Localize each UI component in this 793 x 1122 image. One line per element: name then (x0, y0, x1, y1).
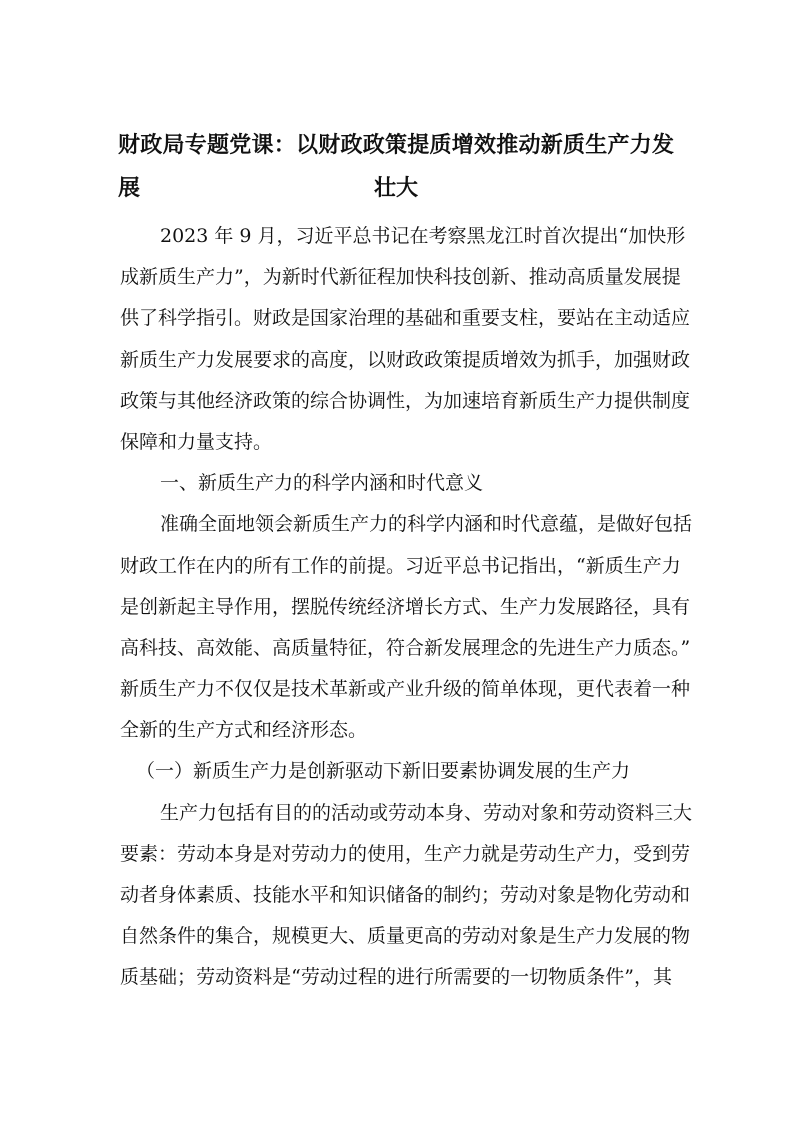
text-line: 财政工作在内的所有工作的前提。习近平总书记指出，“新质生产力 (120, 554, 681, 577)
text-line: 全新的生产方式和经济形态。 (120, 719, 368, 742)
text-line: 新质生产力发展要求的高度，以财政政策提质增效为抓手，加强财政 (120, 348, 691, 371)
text-line: 新质生产力不仅仅是技术革新或产业升级的简单体现，更代表着一种 (120, 678, 691, 701)
text-line: 保障和力量支持。 (120, 430, 273, 453)
text-line: 准确全面地领会新质生产力的科学内涵和时代意蕴，是做好包括 (160, 513, 693, 536)
text-line: 是创新起主导作用，摆脱传统经济增长方式、生产力发展路径，具有 (120, 595, 691, 618)
text-line: 政策与其他经济政策的综合协调性，为加速培育新质生产力提供制度 (120, 389, 691, 412)
text-line: 高科技、高效能、高质量特征，符合新发展理念的先进生产力质态。” (120, 636, 691, 659)
document-body (120, 216, 693, 999)
text-line: 生产力包括有目的的活动或劳动本身、劳动对象和劳动资料三大 (160, 801, 693, 824)
document-title-line-1: 财政局专题党课：以财政政策提质增效推动新质生产力发展 (118, 132, 674, 201)
text-line: 供了科学指引。财政是国家治理的基础和重要支柱，要站在主动适应 (120, 307, 691, 330)
text-line: 自然条件的集合，规模更大、质量更高的劳动对象是生产力发展的物 (120, 925, 691, 948)
text-line: 成新质生产力”，为新时代新征程加快科技创新、推动高质量发展提 (120, 266, 681, 289)
section-heading: 一、新质生产力的科学内涵和时代意义 (160, 472, 484, 495)
text-line: 要素：劳动本身是对劳动力的使用，生产力就是劳动生产力，受到劳 (120, 842, 691, 865)
text-line: 2023 年 9 月，习近平总书记在考察黑龙江时首次提出“加快形 (160, 225, 686, 247)
text-line: 动者身体素质、技能水平和知识储备的制约；劳动对象是物化劳动和 (120, 884, 691, 906)
document-title-line-2: 壮大 (373, 175, 418, 201)
section-heading: （一）新质生产力是创新驱动下新旧要素协调发展的生产力 (136, 760, 631, 783)
text-line: 质基础；劳动资料是“劳动过程的进行所需要的一切物质条件”，其 (120, 966, 672, 989)
